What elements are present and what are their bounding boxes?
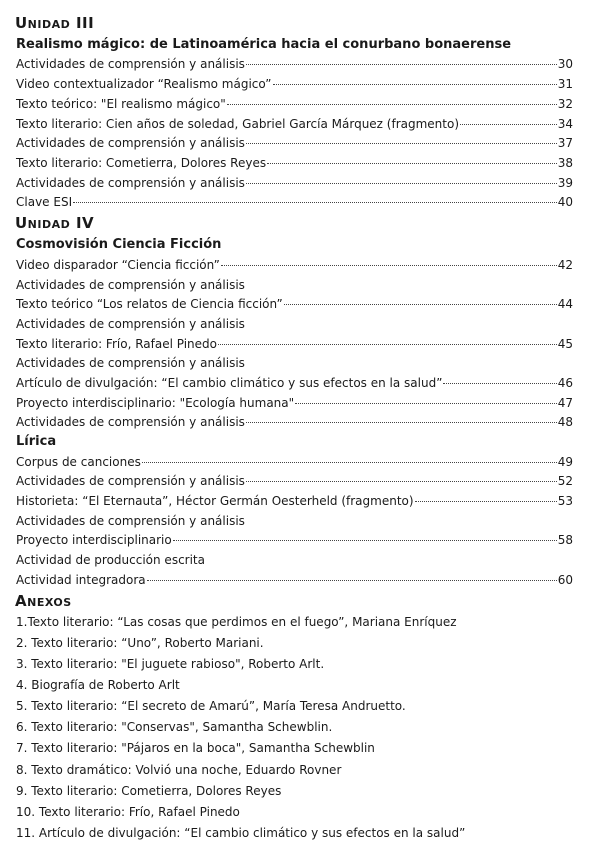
toc-entry <box>16 135 573 151</box>
annex-item: 2. Texto literario: “Uno”, Roberto Mariani. <box>16 636 264 650</box>
leader-dots <box>246 422 557 423</box>
toc-entry: Actividades de comprensión y análisis <box>16 514 245 528</box>
toc-entry-page: 38 <box>557 156 573 170</box>
leader-dots <box>246 481 557 482</box>
toc-entry <box>16 473 573 489</box>
leader-dots <box>73 202 557 203</box>
toc-entry-page: 32 <box>557 97 573 111</box>
annex-item: 3. Texto literario: "El juguete rabioso", Roberto Arlt. <box>16 657 325 671</box>
toc-entry <box>16 194 573 210</box>
section-subheading: Lírica <box>16 434 57 449</box>
toc-entry-page: 60 <box>557 573 573 587</box>
leader-dots <box>295 403 557 404</box>
toc-entry-title: Actividades de comprensión y análisis <box>16 176 245 190</box>
toc-entry-title: Actividades de comprensión y análisis <box>16 57 245 71</box>
toc-entry: Actividades de comprensión y análisis <box>16 356 245 370</box>
toc-entry-title: Video contextualizador “Realismo mágico” <box>16 77 272 91</box>
unit-4-heading: Unidad IV <box>15 214 95 232</box>
leader-dots <box>246 183 557 184</box>
annex-item: 6. Texto literario: "Conservas", Samantha Schewblin. <box>16 720 333 734</box>
leader-dots <box>218 344 557 345</box>
toc-entry-page: 40 <box>557 195 573 209</box>
leader-dots <box>460 124 557 125</box>
toc-entry <box>16 375 573 391</box>
leader-dots <box>246 64 557 65</box>
leader-dots <box>267 163 557 164</box>
toc-entry <box>16 493 573 509</box>
leader-dots <box>227 104 557 105</box>
toc-entry-page: 48 <box>557 415 573 429</box>
toc-entry-page: 31 <box>557 77 573 91</box>
toc-entry: Actividades de comprensión y análisis <box>16 278 245 292</box>
toc-entry-page: 42 <box>557 258 573 272</box>
annex-item: 11. Artículo de divulgación: “El cambio climático y sus efectos en la salud” <box>16 826 466 840</box>
toc-entry-page: 53 <box>557 494 573 508</box>
toc-entry <box>16 257 573 273</box>
leader-dots <box>443 383 556 384</box>
toc-entry-title: Texto teórico “Los relatos de Ciencia ficción” <box>16 297 283 311</box>
toc-entry-page: 44 <box>557 297 573 311</box>
toc-entry-title: Texto literario: Frío, Rafael Pinedo <box>16 337 217 351</box>
annex-item: 8. Texto dramático: Volvió una noche, Eduardo Rovner <box>16 763 342 777</box>
toc-entry <box>16 116 573 132</box>
annex-item: 1.Texto literario: “Las cosas que perdimos en el fuego”, Mariana Enríquez <box>16 615 457 629</box>
toc-entry-page: 46 <box>557 376 573 390</box>
toc-entry <box>16 56 573 72</box>
toc-entry-title: Clave ESI <box>16 195 73 209</box>
toc-entry-page: 39 <box>557 176 573 190</box>
toc-entry-page: 30 <box>557 57 573 71</box>
toc-entry: Actividades de comprensión y análisis <box>16 317 245 331</box>
toc-entry <box>16 572 573 588</box>
toc-entry <box>16 395 573 411</box>
annex-item: 7. Texto literario: "Pájaros en la boca", Samantha Schewblin <box>16 741 375 755</box>
toc-entry <box>16 454 573 470</box>
toc-entry <box>16 96 573 112</box>
toc-entry-title: Corpus de canciones <box>16 455 141 469</box>
toc-entry <box>16 296 573 312</box>
leader-dots <box>273 84 557 85</box>
toc-entry-page: 34 <box>557 117 573 131</box>
toc-entry-title: Actividades de comprensión y análisis <box>16 474 245 488</box>
toc-entry-title: Actividades de comprensión y análisis <box>16 136 245 150</box>
leader-dots <box>173 540 557 541</box>
section-subheading: Cosmovisión Ciencia Ficción <box>16 237 222 252</box>
toc-entry-title: Historieta: “El Eternauta”, Héctor Germán Oesterheld (fragmento) <box>16 494 414 508</box>
leader-dots <box>284 304 557 305</box>
annex-item: 5. Texto literario: “El secreto de Amarú”, María Teresa Andruetto. <box>16 699 406 713</box>
annex-item: 4. Biografía de Roberto Arlt <box>16 678 180 692</box>
toc-entry-page: 45 <box>557 337 573 351</box>
leader-dots <box>142 462 557 463</box>
toc-entry-title: Texto literario: Cien años de soledad, Gabriel García Márquez (fragmento) <box>16 117 460 131</box>
toc-entry <box>16 336 573 352</box>
toc-entry-title: Actividad integradora <box>16 573 146 587</box>
annexes-heading: Anexos <box>15 592 72 610</box>
annex-item: 9. Texto literario: Cometierra, Dolores Reyes <box>16 784 282 798</box>
toc-entry <box>16 155 573 171</box>
toc-entry-title: Proyecto interdisciplinario <box>16 533 172 547</box>
unit-3-subheading: Realismo mágico: de Latinoamérica hacia el conurbano bonaerense <box>16 37 512 52</box>
leader-dots <box>147 580 557 581</box>
toc-entry-title: Texto teórico: "El realismo mágico" <box>16 97 226 111</box>
leader-dots <box>415 501 557 502</box>
toc-entry-title: Proyecto interdisciplinario: "Ecología humana" <box>16 396 295 410</box>
toc-entry-title: Texto literario: Cometierra, Dolores Reyes <box>16 156 267 170</box>
unit-3-heading: Unidad III <box>15 14 95 32</box>
toc-entry-page: 47 <box>557 396 573 410</box>
toc-entry: Actividad de producción escrita <box>16 553 205 567</box>
toc-entry-page: 58 <box>557 533 573 547</box>
toc-entry <box>16 532 573 548</box>
leader-dots <box>246 143 557 144</box>
toc-entry <box>16 414 573 430</box>
toc-entry-title: Artículo de divulgación: “El cambio climático y sus efectos en la salud” <box>16 376 443 390</box>
annex-item: 10. Texto literario: Frío, Rafael Pinedo <box>16 805 240 819</box>
toc-entry-page: 37 <box>557 136 573 150</box>
toc-entry <box>16 175 573 191</box>
toc-entry-page: 52 <box>557 474 573 488</box>
toc-entry-title: Actividades de comprensión y análisis <box>16 415 245 429</box>
toc-entry <box>16 76 573 92</box>
toc-entry-page: 49 <box>557 455 573 469</box>
leader-dots <box>221 265 557 266</box>
toc-entry-title: Video disparador “Ciencia ficción” <box>16 258 220 272</box>
